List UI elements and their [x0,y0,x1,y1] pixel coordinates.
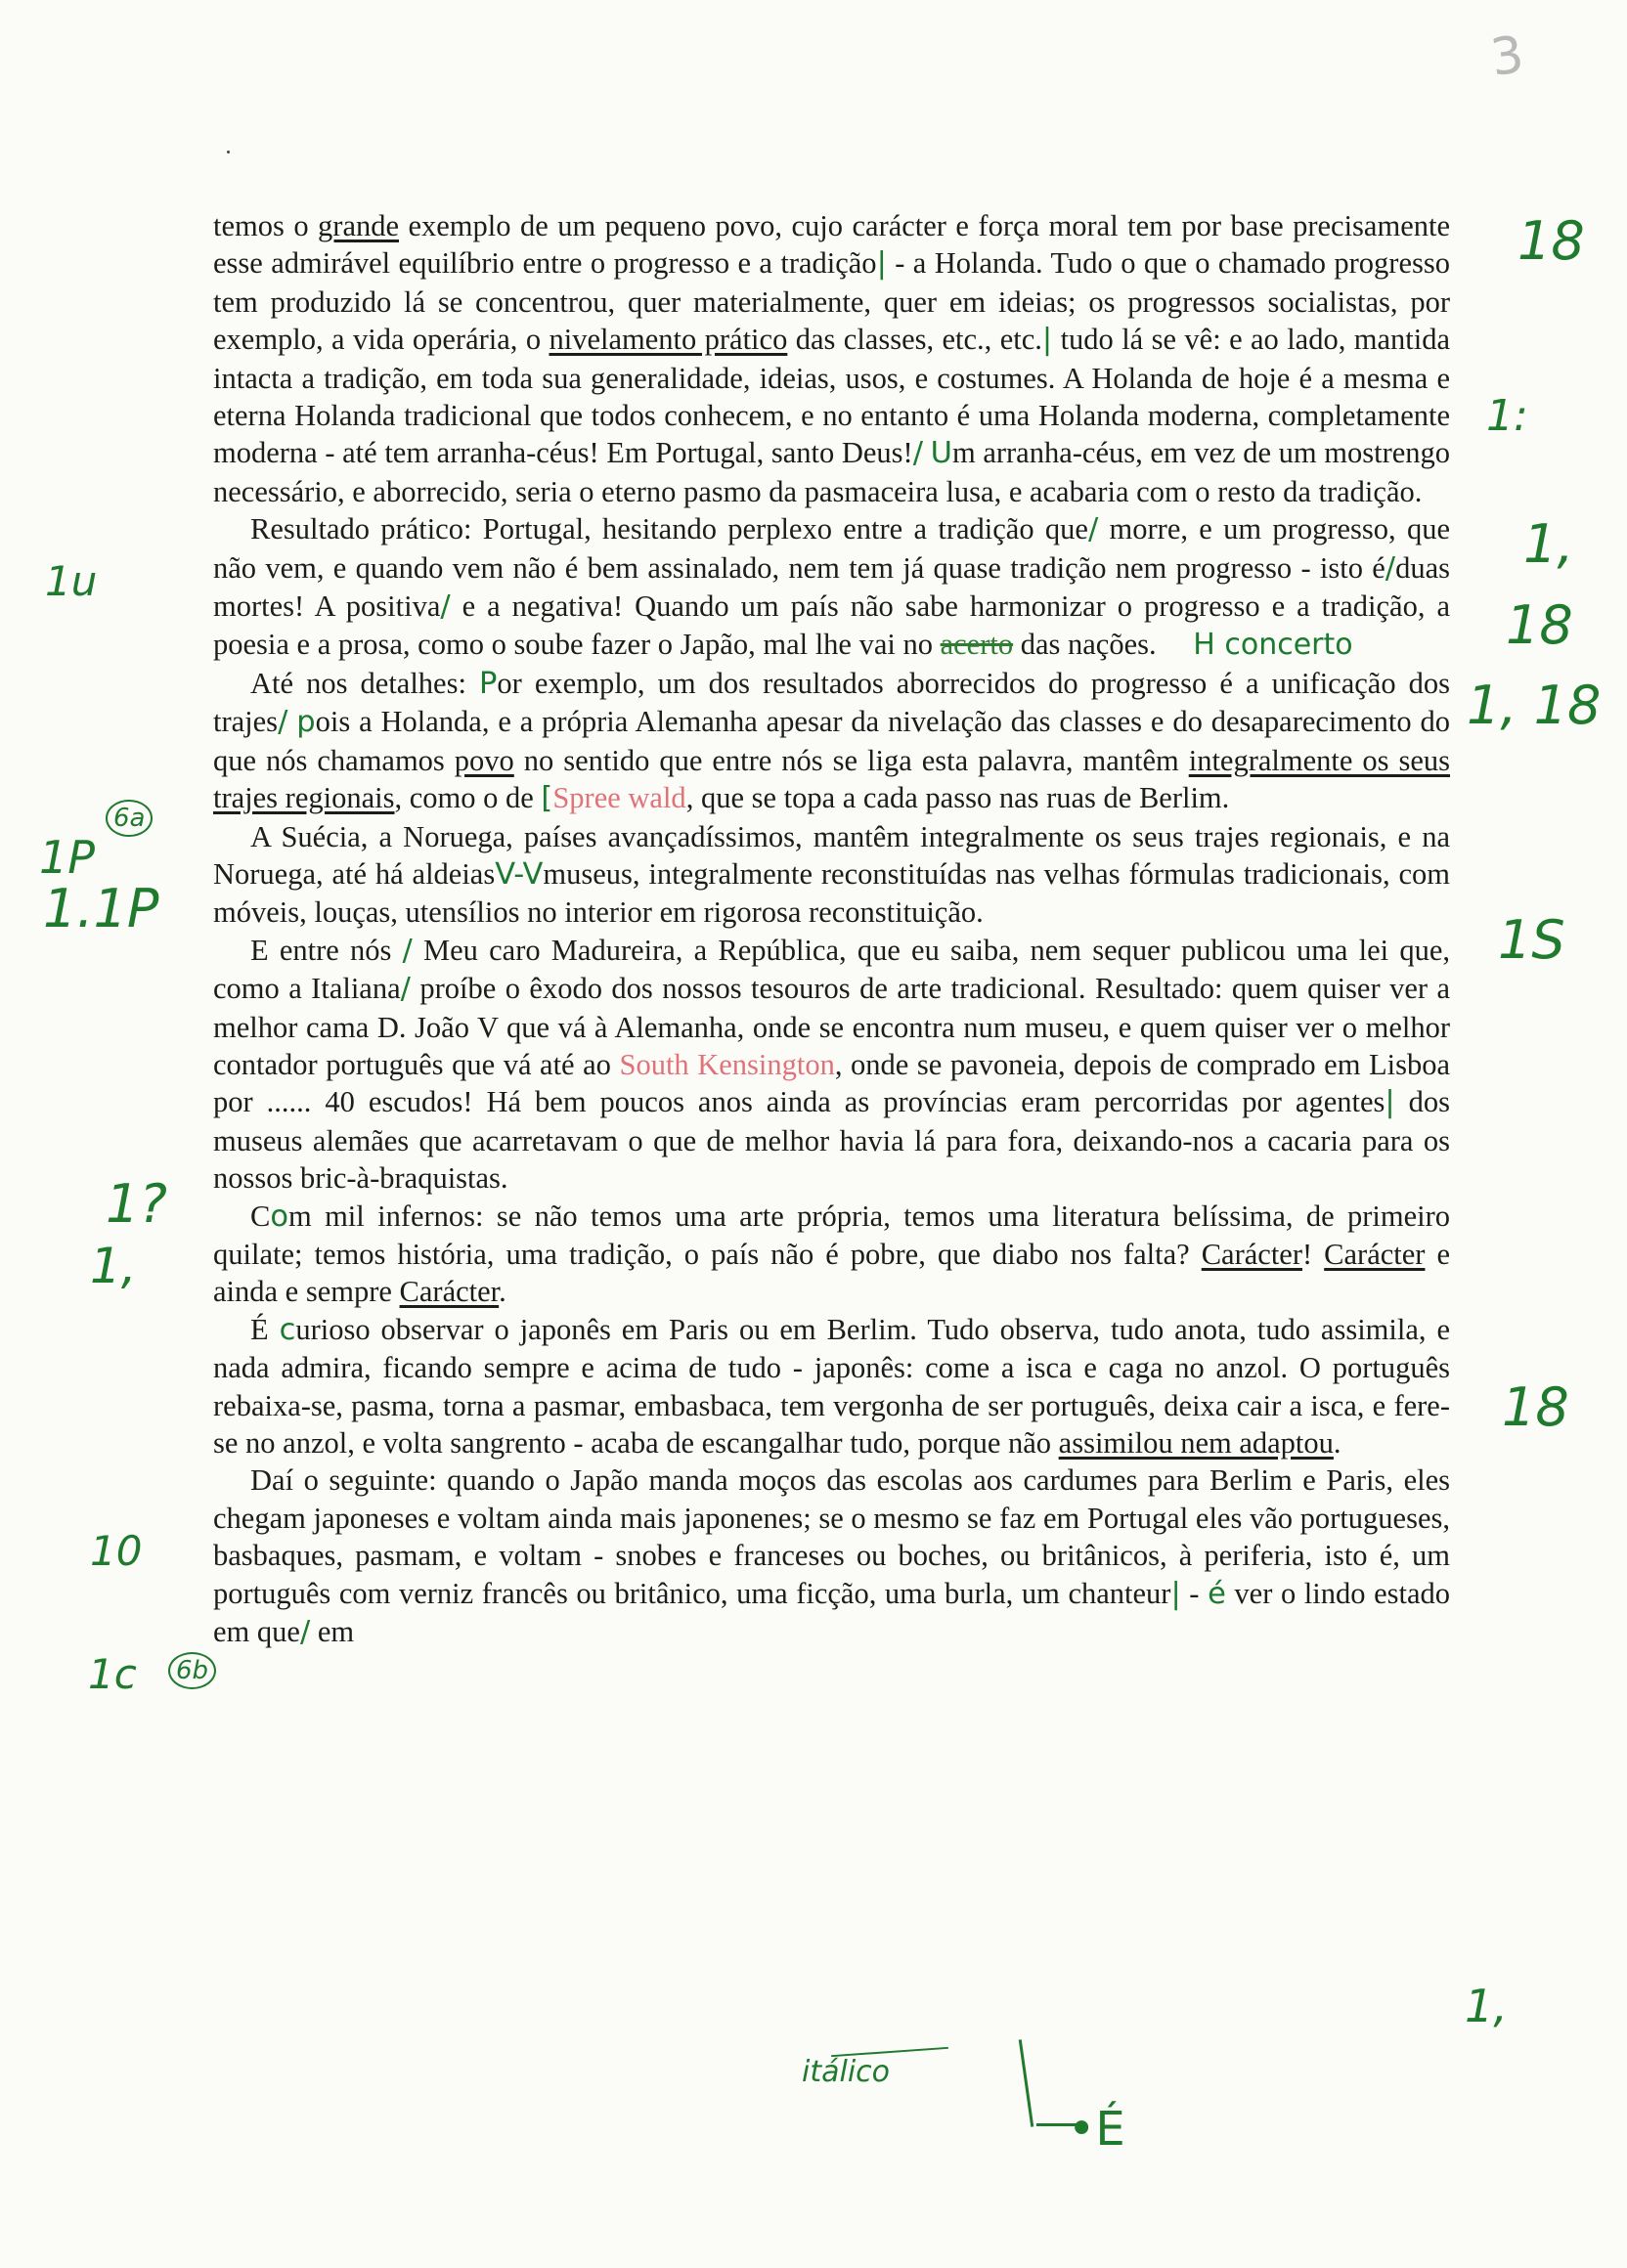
margin-note-left-6: 10 [90,1527,143,1575]
margin-note-left-5: 1, [90,1238,137,1294]
margin-note-left-7: 1c [88,1650,137,1698]
paragraph-8: Daí o seguinte: quando o Japão manda moços das escolas aos cardumes para Berlim e Paris, eles chegam japoneses e voltam ainda mais japonenes; se o mesmo se faz em Portugal eles vão portugueses, basbaques, pasmam, e voltam - snobes e franceses ou boches, ou britânicos, à periferia, isto é, um português com verniz francês ou britânico, uma ficção, uma burla, um chanteur| - é ver o lindo estado em que/ em [213,1463,1450,1650]
hand-e-accent: •É [1068,2102,1125,2157]
margin-note-left-1: 1u [45,557,98,605]
paragraph-6: Com mil infernos: se não temos uma arte própria, temos uma literatura belíssima, de primeiro quilate; temos história, uma tradição, o país não é pobre, que diabo nos falta? Carácter! Carácter e ainda e sempre Carácter. [213,1199,1450,1309]
italic-annotation: itálico [802,2055,890,2089]
stray-dot [227,151,230,153]
document-body [213,207,1450,1651]
hand-stroke-vertical [1019,2039,1033,2127]
page-number: 3 [1486,24,1528,89]
margin-note-right-2: 1: [1486,391,1528,441]
margin-note-left-4: 1? [106,1173,168,1235]
circled-mark-6a: 6a [106,800,153,837]
margin-note-right-8: 1, [1465,1980,1508,2032]
paragraph-1: temos o grande exemplo de um pequeno povo, cujo carácter e força moral tem por base precisamente esse admirável equilíbrio entre o progresso e a tradição| - a Holanda. Tudo o que o chamado progresso tem produzido lá se concentrou, quer materialmente, quer em ideias; os progressos socialistas, por exemplo, a vida operária, o nivelamento prático das classes, etc., etc.| tudo lá se vê: e ao lado, mantida intacta a tradição, em toda sua generalidade, ideias, usos, e costumes. A Holanda de hoje é a mesma e eterna Holanda tradicional que todos conhecem, e no entanto é uma Holanda moderna, completamente moderna - até tem arranha-céus! Em Portugal, santo Deus!/ Um arranha-céus, em vez de um mostrengo necessário, e aborrecido, seria o eterno pasmo da pasmaceira lusa, e acabaria com o resto da tradição. [213,209,1451,508]
margin-note-right-5: 1, 18 [1467,675,1602,736]
paragraph-7: É curioso observar o japonês em Paris ou em Berlim. Tudo observa, tudo anota, tudo assimila, e nada admira, ficando sempre e acima de tudo - japonês: come a isca e caga no anzol. O português rebaixa-se, pasma, torna a pasmar, embasbaca, tem vergonha de ser português, deixa cair a isca, e fere-se no anzol, e volta sangrento - acaba de escangalhar tudo, porque não assimilou nem adaptou. [213,1312,1450,1460]
circled-mark-6b: 6b [168,1652,216,1689]
margin-note-right-1: 18 [1517,210,1585,272]
margin-note-left-3: 1.1P [43,878,159,939]
margin-note-right-6: 1S [1498,909,1565,971]
margin-note-left-2: 1P [39,831,96,884]
margin-note-right-3: 1, [1523,513,1574,575]
paragraph-5: E entre nós / Meu caro Madureira, a República, que eu saiba, nem sequer publicou uma lei que, como a Italiana/ proíbe o êxodo dos nossos tesouros de arte tradicional. Resultado: quem quiser ver a melhor cama D. João V que vá à Alemanha, onde se encontra num museu, e quem quiser ver o melhor contador português que vá até ao South Kensington, onde se pavoneia, depois de comprado em Lisboa por ...... 40 escudos! Há bem poucos anos ainda as províncias eram percorridas por agentes| dos museus alemães que acarretavam o que de melhor havia lá para fora, deixando-nos a cacaria para os nossos bric-à-braquistas. [213,933,1450,1196]
paragraph-2: Resultado prático: Portugal, hesitando perplexo entre a tradição que/ morre, e um progresso, que não vem, e quando vem não é bem assinalado, nem tem já quase tradição nem progresso - isto é/duas mortes! A positiva/ e a negativa! Quando um país não sabe harmonizar o progresso e a tradição, a poesia e a prosa, como o soube fazer o Japão, mal lhe vai no acerto das nações. H concerto [213,512,1450,663]
margin-note-right-7: 18 [1502,1376,1569,1438]
paragraph-3: Até nos detalhes: Por exemplo, um dos resultados aborrecidos do progresso é a unificação dos trajes/ pois a Holanda, e a própria Alemanha apesar da nivelação das classes e do desaparecimento do que nós chamamos povo no sentido que entre nós se liga esta palavra, mantêm integralmente os seus trajes regionais, como o de [Spree wald, que se topa a cada passo nas ruas de Berlim. [213,666,1451,816]
margin-note-right-4: 18 [1506,594,1573,656]
paragraph-4: A Suécia, a Noruega, países avançadíssimos, mantêm integralmente os seus trajes regionais, e na Noruega, até há aldeiasV-Vmuseus, integralmente reconstituídas nas velhas fórmulas tradicionais, com móveis, louças, utensílios no interior em rigorosa reconstituição. [213,819,1450,930]
